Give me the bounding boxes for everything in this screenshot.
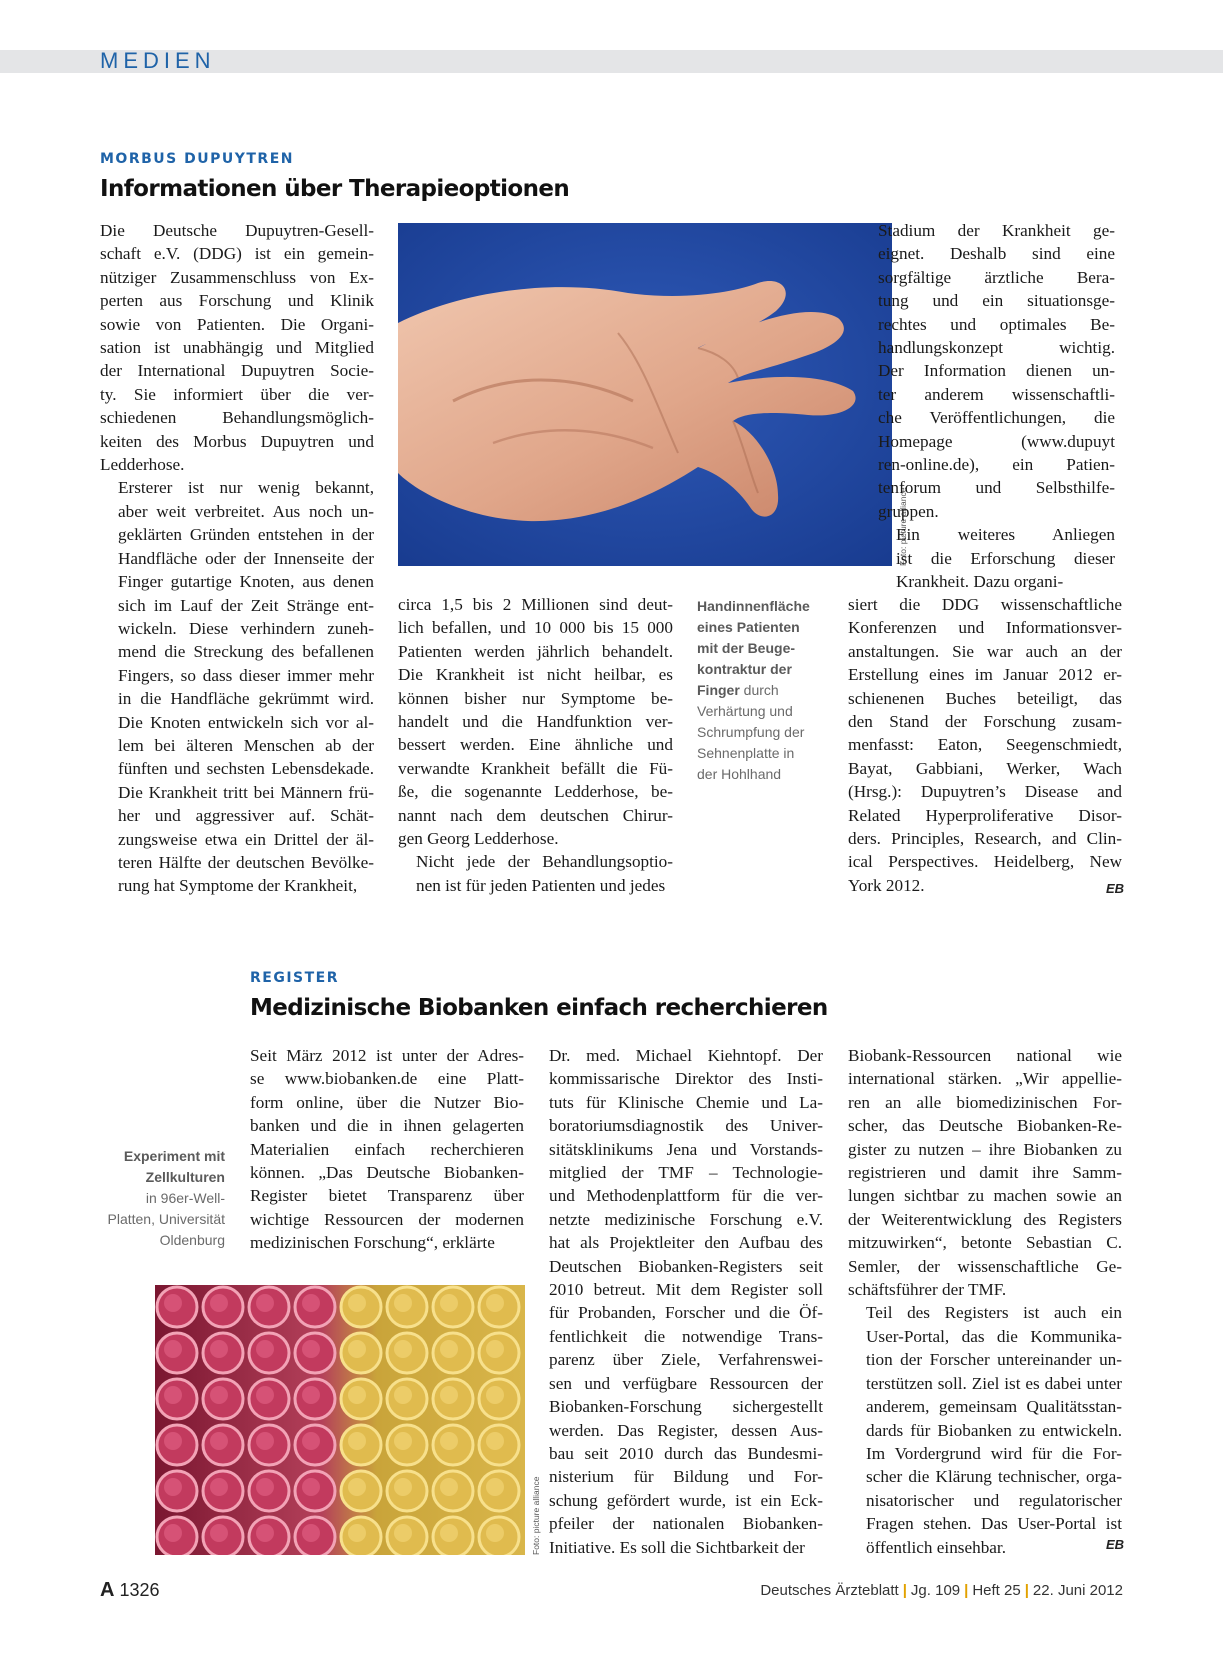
text-line: der Weiterentwicklung des Registers bbox=[848, 1209, 1122, 1229]
well-highlight bbox=[164, 1478, 182, 1496]
text-line: anstaltungen. Sie war auch an der bbox=[848, 641, 1122, 661]
text-line: Patienten werden jährlich behandelt. bbox=[398, 641, 673, 661]
text-line: scher, das Deutsche Biobanken-Re- bbox=[848, 1116, 1122, 1136]
text-line: perten aus Forschung und Klinik bbox=[100, 291, 374, 311]
text-line: banken und die in ihnen gelagerten bbox=[250, 1116, 524, 1136]
text-line: lungen sichtbar zu machen sowie an bbox=[848, 1186, 1122, 1206]
text-line: Biobanken-Forschung sichergestellt bbox=[549, 1397, 823, 1417]
text-line: se www.biobanken.de eine Platt- bbox=[250, 1069, 524, 1089]
article2-col2-paragraph bbox=[549, 1044, 823, 1559]
text-line: keiten des Morbus Dupuytren und bbox=[100, 431, 374, 451]
well-highlight bbox=[210, 1340, 228, 1358]
text-line: Related Hyperproliferative Disor- bbox=[848, 805, 1122, 825]
text-line: sen und verfügbare Ressourcen der bbox=[549, 1373, 823, 1393]
well-highlight bbox=[256, 1432, 274, 1450]
text-line: wickeln. Diese verhindern zuneh- bbox=[118, 618, 374, 638]
text-line: lem bei älteren Menschen ab der bbox=[118, 735, 374, 755]
journal-issue: Heft 25 bbox=[972, 1582, 1021, 1599]
well-highlight bbox=[256, 1340, 274, 1358]
text-line: in die Handfläche gekrümmt wird. bbox=[118, 689, 374, 709]
text-line: boratoriumsdiagnostik des Univer- bbox=[549, 1116, 823, 1136]
well-highlight bbox=[302, 1524, 320, 1542]
text-line: nisterium für Bildung und For- bbox=[549, 1467, 823, 1487]
article2-col3-paragraph-1 bbox=[848, 1044, 1122, 1301]
text-line: Initiative. Es soll die Sichtbarkeit der bbox=[549, 1537, 805, 1557]
article2-column-3 bbox=[848, 1044, 1125, 1559]
caption-bold-line: mit der Beuge- bbox=[697, 640, 796, 656]
well-highlight bbox=[486, 1340, 504, 1358]
text-line: Die Krankheit ist nicht heilbar, es bbox=[398, 665, 673, 685]
text-line: medizinischen Forschung“, erklärte bbox=[250, 1233, 495, 1253]
text-line: und Methodenplattform für die ver- bbox=[549, 1186, 823, 1206]
caption-line: durch bbox=[743, 682, 779, 698]
text-line: ter anderem wissenschaftli- bbox=[878, 384, 1115, 404]
text-line: zungsweise etwa ein Drittel der äl- bbox=[118, 829, 374, 849]
text-line: siert die DDG wissenschaftliche bbox=[848, 595, 1122, 614]
well-highlight bbox=[210, 1294, 228, 1312]
page-number-value: 1326 bbox=[119, 1580, 160, 1600]
text-line: circa 1,5 bis 2 Millionen sind deut- bbox=[398, 595, 673, 614]
text-line: bessert werden. Eine ähnliche und bbox=[398, 735, 673, 755]
journal-info bbox=[760, 1582, 1123, 1599]
well-highlight bbox=[394, 1478, 412, 1496]
caption-line: in 96er-Well- bbox=[145, 1190, 225, 1206]
text-line: tung und ein situationsge- bbox=[878, 291, 1115, 311]
text-line: handlungskonzept wichtig. bbox=[878, 338, 1115, 358]
well-highlight bbox=[164, 1386, 182, 1404]
text-line: aber weit verbreitet. Aus noch un- bbox=[118, 501, 374, 521]
text-line: nen ist für jeden Patienten und jedes bbox=[416, 875, 666, 895]
well-highlight bbox=[394, 1294, 412, 1312]
text-line: dards für Biobanken zu entwickeln. bbox=[866, 1420, 1122, 1440]
page-prefix: A bbox=[100, 1579, 115, 1601]
text-line: lich befallen, und 10 000 bis 15 000 bbox=[398, 618, 673, 638]
article1-photo-credit: Foto: picture alliance bbox=[898, 487, 908, 566]
footer-separator: | bbox=[902, 1582, 907, 1599]
article1-photo-caption bbox=[697, 596, 837, 785]
article1-column-3-top bbox=[878, 219, 1115, 594]
text-line: Krankheit. Dazu organi- bbox=[896, 572, 1064, 592]
well-highlight bbox=[440, 1432, 458, 1450]
text-line: Ein weiteres Anliegen bbox=[896, 525, 1115, 545]
article1-column-1 bbox=[100, 219, 374, 898]
article2-col1-paragraph bbox=[250, 1044, 524, 1255]
text-line: hat als Projektleiter den Aufbau des bbox=[549, 1233, 823, 1253]
text-line: geklärten Gründen entstehen in der bbox=[118, 525, 374, 545]
text-line: Teil des Registers ist auch ein bbox=[866, 1303, 1122, 1323]
article2-col3-paragraph-2 bbox=[848, 1301, 1125, 1558]
well-highlight bbox=[440, 1478, 458, 1496]
well-highlight bbox=[302, 1294, 320, 1312]
text-line: Fingers, so dass dieser immer mehr bbox=[118, 665, 374, 685]
journal-name: Deutsches Ärzteblatt bbox=[760, 1582, 899, 1599]
text-line: rung hat Symptome der Krankheit, bbox=[118, 876, 358, 896]
text-line: ist die Erforschung dieser bbox=[896, 548, 1115, 568]
article2-column-1 bbox=[250, 1044, 524, 1255]
well-highlight bbox=[394, 1432, 412, 1450]
text-line: (Hrsg.): Dupuytren’s Disease and bbox=[848, 782, 1122, 802]
well-highlight bbox=[302, 1386, 320, 1404]
journal-volume: Jg. 109 bbox=[910, 1582, 961, 1599]
text-line: netzte medizinische Forschung e.V. bbox=[549, 1209, 823, 1229]
text-line: Deutschen Biobanken-Registers seit bbox=[549, 1256, 823, 1276]
well-highlight bbox=[486, 1524, 504, 1542]
article2-column-2 bbox=[549, 1044, 823, 1559]
well-highlight bbox=[256, 1478, 274, 1496]
text-line: parenz über Ziele, Verfahrenswei- bbox=[549, 1350, 823, 1370]
text-line: Materialien einfach recherchieren bbox=[250, 1139, 524, 1159]
text-line: schaft e.V. (DDG) ist ein gemein- bbox=[100, 244, 374, 264]
text-line: rechtes und optimales Be- bbox=[878, 314, 1115, 334]
text-line: Dr. med. Michael Kiehntopf. Der bbox=[549, 1046, 823, 1065]
article2-kicker: REGISTER bbox=[250, 970, 340, 986]
text-line: ren an alle biomedizinischen For- bbox=[848, 1092, 1122, 1112]
text-line: Ledderhose. bbox=[100, 455, 185, 475]
article2-title: Medizinische Biobanken einfach recherchieren bbox=[250, 995, 828, 1021]
text-line: mitzuwirken“, betonte Sebastian C. bbox=[848, 1233, 1122, 1253]
text-line: Finger gutartige Knoten, aus denen bbox=[118, 572, 374, 592]
text-line: nannt nach dem deutschen Chirur- bbox=[398, 805, 673, 825]
well-highlight bbox=[486, 1432, 504, 1450]
text-line: nisatorischer und regulatorischer bbox=[866, 1490, 1122, 1510]
caption-bold-line: Zellkulturen bbox=[145, 1169, 225, 1185]
text-line: mitglied der TMF – Technologie- bbox=[549, 1163, 823, 1183]
text-line: der International Dupuytren Socie- bbox=[100, 361, 374, 381]
text-line: Ersterer ist nur wenig bekannt, bbox=[118, 478, 374, 498]
caption-line: der Hohlhand bbox=[697, 766, 782, 782]
caption-line: Sehnenplatte in bbox=[697, 745, 795, 761]
footer-separator: | bbox=[1024, 1582, 1029, 1599]
page-number bbox=[100, 1579, 160, 1602]
text-line: schiedenen Behandlungsmöglich- bbox=[100, 408, 374, 428]
text-line: gister zu nutzen – ihre Biobanken zu bbox=[848, 1139, 1122, 1159]
text-line: Der Information dienen un- bbox=[878, 361, 1115, 381]
caption-bold-line: Handinnenfläche bbox=[697, 598, 810, 614]
article1-signature: EB bbox=[1106, 881, 1125, 896]
text-line: tuts für Klinische Chemie und La- bbox=[549, 1092, 823, 1112]
article1-kicker: MORBUS DUPUYTREN bbox=[100, 151, 294, 167]
well-highlight bbox=[348, 1294, 366, 1312]
well-highlight bbox=[440, 1524, 458, 1542]
text-line: Stadium der Krankheit ge- bbox=[878, 221, 1115, 240]
well-highlight bbox=[164, 1294, 182, 1312]
well-highlight bbox=[394, 1386, 412, 1404]
text-line: pfeiler der nationalen Biobanken- bbox=[549, 1514, 823, 1534]
text-line: sich im Lauf der Zeit Stränge ent- bbox=[118, 595, 374, 615]
text-line: form online, über die Nutzer Bio- bbox=[250, 1092, 524, 1112]
well-highlight bbox=[256, 1294, 274, 1312]
text-line: Die Krankheit tritt bei Männern frü- bbox=[118, 782, 374, 802]
article1-col1-paragraph-1 bbox=[100, 219, 374, 476]
well-highlight bbox=[394, 1524, 412, 1542]
well-highlight bbox=[486, 1386, 504, 1404]
text-line: terstützen soll. Ziel ist es dabei unter bbox=[866, 1373, 1122, 1393]
caption-line: Verhärtung und bbox=[697, 703, 793, 719]
article1-title: Informationen über Therapieoptionen bbox=[100, 176, 570, 202]
caption-bold-line: Experiment mit bbox=[123, 1148, 225, 1164]
text-line: ical Perspectives. Heidelberg, New bbox=[848, 852, 1122, 872]
section-label: MEDIEN bbox=[100, 48, 216, 73]
text-line: fünften und sechsten Lebensdekade. bbox=[118, 759, 374, 779]
text-line: gen Georg Ledderhose. bbox=[398, 829, 559, 849]
text-line: ders. Principles, Research, and Clin- bbox=[848, 829, 1122, 849]
well-highlight bbox=[302, 1340, 320, 1358]
text-line: Fragen stehen. Das User-Portal ist bbox=[866, 1514, 1122, 1534]
footer-separator: | bbox=[964, 1582, 969, 1599]
text-line: für Probanden, Forscher und die Öf- bbox=[549, 1303, 823, 1323]
text-line: mend die Streckung des befallenen bbox=[118, 642, 374, 662]
well-highlight bbox=[348, 1524, 366, 1542]
well-highlight bbox=[164, 1340, 182, 1358]
text-line: ren-online.de), ein Patien- bbox=[878, 455, 1115, 475]
well-highlight bbox=[486, 1478, 504, 1496]
well-highlight bbox=[440, 1340, 458, 1358]
article1-col2-paragraph-2 bbox=[398, 850, 673, 897]
well-highlight bbox=[164, 1432, 182, 1450]
text-line: Seit März 2012 ist unter der Adres- bbox=[250, 1046, 524, 1065]
article1-col3-bottom-paragraph bbox=[848, 593, 1125, 897]
well-highlight bbox=[210, 1478, 228, 1496]
article2-photo-caption bbox=[80, 1146, 225, 1251]
text-line: Register bietet Transparenz über bbox=[250, 1186, 524, 1206]
well-highlight bbox=[302, 1478, 320, 1496]
text-line: ße, die sogenannte Ledderhose, be- bbox=[398, 782, 673, 802]
text-line: tion der Forscher untereinander un- bbox=[866, 1350, 1122, 1370]
text-line: Homepage (www.dupuyt bbox=[878, 431, 1115, 451]
text-line: menfasst: Eaton, Seegenschmiedt, bbox=[848, 735, 1122, 755]
caption-bold-line: Finger bbox=[697, 682, 740, 698]
article2-photo-credit: Foto: picture alliance bbox=[531, 1476, 541, 1555]
text-line: teren Hälfte der deutschen Bevölke- bbox=[118, 852, 374, 872]
text-line: tenforum und Selbsthilfe- bbox=[878, 478, 1115, 498]
hand-photo-image bbox=[398, 223, 892, 566]
article1-col3-paragraph-1 bbox=[878, 219, 1115, 523]
text-line: können bisher nur Symptome be- bbox=[398, 688, 673, 708]
text-line: 2010 betreut. Mit dem Register soll bbox=[549, 1280, 823, 1300]
text-line: ty. Sie informiert über die ver- bbox=[100, 384, 374, 404]
journal-date: 22. Juni 2012 bbox=[1032, 1582, 1123, 1599]
text-line: verwandte Krankheit befällt die Fü- bbox=[398, 758, 673, 778]
caption-bold-line: kontraktur der bbox=[697, 661, 792, 677]
well-highlight bbox=[394, 1340, 412, 1358]
well-highlight bbox=[210, 1386, 228, 1404]
caption-line: Platten, Universität bbox=[107, 1211, 225, 1227]
text-line: fentlichkeit die notwendige Trans- bbox=[549, 1326, 823, 1346]
well-highlight bbox=[164, 1524, 182, 1542]
text-line: anderem, gemeinsam Qualitätsstan- bbox=[866, 1397, 1122, 1417]
well-highlight bbox=[486, 1294, 504, 1312]
text-line: che Veröffentlichungen, die bbox=[878, 408, 1115, 428]
text-line: kommissarische Direktor des Insti- bbox=[549, 1069, 823, 1089]
text-line: Biobank-Ressourcen national wie bbox=[848, 1046, 1122, 1065]
article1-column-2 bbox=[398, 593, 673, 897]
text-line: Handfläche oder der Innenseite der bbox=[118, 548, 374, 568]
text-line: registrieren und damit ihre Samm- bbox=[848, 1163, 1122, 1183]
well-highlight bbox=[302, 1432, 320, 1450]
text-line: bau seit 2010 durch das Bundesmi- bbox=[549, 1443, 823, 1463]
cell-culture-photo bbox=[155, 1285, 525, 1555]
well-highlight bbox=[348, 1432, 366, 1450]
text-line: Semler, der wissenschaftliche Ge- bbox=[848, 1256, 1122, 1276]
text-line: öffentlich einsehbar. bbox=[866, 1537, 1006, 1557]
text-line: York 2012. bbox=[848, 875, 925, 895]
well-highlight bbox=[256, 1386, 274, 1404]
article1-column-3-bottom bbox=[848, 593, 1125, 897]
article1-col2-paragraph-1 bbox=[398, 593, 673, 850]
well-highlight bbox=[440, 1294, 458, 1312]
caption-line: Schrumpfung der bbox=[697, 724, 805, 740]
text-line: sitätsklinikums Jena und Vorstands- bbox=[549, 1139, 823, 1159]
well-highlight bbox=[348, 1478, 366, 1496]
text-line: den Stand der Forschung zusam- bbox=[848, 712, 1122, 732]
text-line: schung gefördert wurde, ist ein Eck- bbox=[549, 1490, 823, 1510]
article1-col3-paragraph-2 bbox=[878, 523, 1115, 593]
text-line: schienenen Buches beteiligt, das bbox=[848, 688, 1122, 708]
text-line: Die Deutsche Dupuytren-Gesell- bbox=[100, 221, 374, 240]
text-line: handelt und die Handfunktion ver- bbox=[398, 712, 673, 732]
text-line: können. „Das Deutsche Biobanken- bbox=[250, 1163, 524, 1183]
hand-photo bbox=[398, 223, 892, 566]
well-highlight bbox=[256, 1524, 274, 1542]
text-line: wichtige Ressourcen der modernen bbox=[250, 1209, 524, 1229]
text-line: User-Portal, das die Kommunika- bbox=[866, 1326, 1122, 1346]
well-highlight bbox=[210, 1524, 228, 1542]
text-line: eignet. Deshalb sind eine bbox=[878, 244, 1115, 264]
text-line: werden. Das Register, dessen Aus- bbox=[549, 1420, 823, 1440]
article1-col1-paragraph-2 bbox=[100, 476, 374, 897]
well-highlight bbox=[348, 1386, 366, 1404]
text-line: her und aggressiver auf. Schät- bbox=[118, 806, 374, 826]
text-line: sation ist unabhängig und Mitglied bbox=[100, 338, 374, 358]
text-line: scher die Klärung technischer, orga- bbox=[866, 1467, 1122, 1487]
text-line: Im Vordergrund wird für die For- bbox=[866, 1443, 1122, 1463]
well-highlight bbox=[440, 1386, 458, 1404]
text-line: Konferenzen und Informationsver- bbox=[848, 618, 1122, 638]
text-line: international stärken. „Wir appellie- bbox=[848, 1069, 1122, 1089]
text-line: sowie von Patienten. Die Organi- bbox=[100, 314, 374, 334]
well-highlight bbox=[210, 1432, 228, 1450]
text-line: Erstellung eines im Januar 2012 er- bbox=[848, 665, 1122, 685]
caption-line: Oldenburg bbox=[159, 1232, 225, 1248]
text-line: Die Knoten entwickeln sich vor al- bbox=[118, 712, 374, 732]
text-line: sorgfältige ärztliche Bera- bbox=[878, 267, 1115, 287]
text-line: gruppen. bbox=[878, 501, 939, 521]
text-line: schäftsführer der TMF. bbox=[848, 1280, 1007, 1300]
text-line: Nicht jede der Behandlungsoptio- bbox=[416, 852, 673, 872]
well-highlight bbox=[348, 1340, 366, 1358]
article2-signature: EB bbox=[1106, 1537, 1125, 1552]
text-line: Bayat, Gabbiani, Werker, Wach bbox=[848, 758, 1122, 778]
caption-bold-line: eines Patienten bbox=[697, 619, 800, 635]
text-line: nütziger Zusammenschluss von Ex- bbox=[100, 267, 374, 287]
well-plate-image bbox=[155, 1285, 525, 1555]
